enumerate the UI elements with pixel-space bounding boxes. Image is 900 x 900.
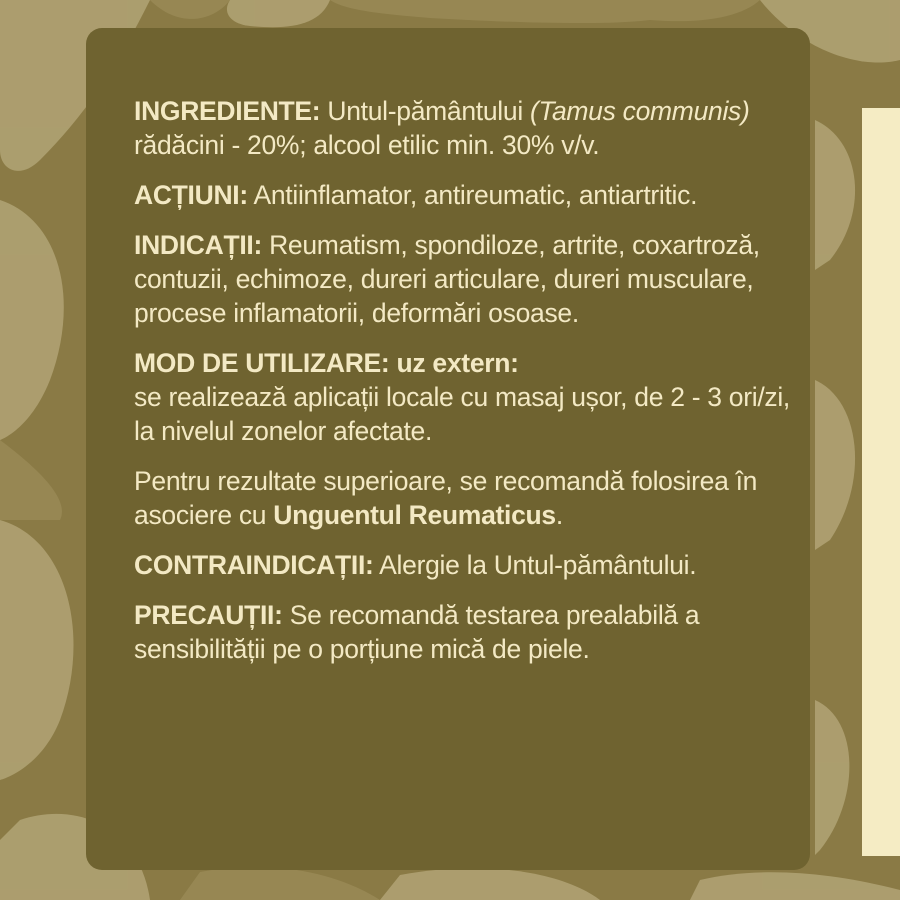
recomandare-product: Unguentul Reumaticus xyxy=(273,500,556,530)
indicatii-label: INDICAȚII: xyxy=(134,230,263,260)
mod-utilizare-section xyxy=(134,346,790,448)
ingrediente-latin-name: (Tamus communis) xyxy=(529,96,750,126)
side-label-strip xyxy=(862,108,900,856)
actiuni-text: Antiinflamator, antireumatic, antiartritic. xyxy=(247,180,698,210)
ingrediente-text-b: rădăcini - 20%; alcool etilic min. 30% v/v. xyxy=(134,130,600,160)
ingrediente-label: INGREDIENTE: xyxy=(134,96,321,126)
actiuni-section xyxy=(134,178,790,212)
contraindicatii-text: Alergie la Untul-pământului. xyxy=(373,550,697,580)
ingrediente-section xyxy=(134,94,790,162)
contraindicatii-section xyxy=(134,548,790,582)
indicatii-text: Reumatism, spondiloze, artrite, coxartroză, contuzii, echimoze, dureri articulare, dureri musculare, procese inflamatorii, deformări osoase. xyxy=(134,230,760,328)
mod-utilizare-text: se realizează aplicații locale cu masaj ușor, de 2 - 3 ori/zi, la nivelul zonelor afectate. xyxy=(134,382,790,446)
recomandare-section xyxy=(134,464,790,532)
actiuni-label: ACȚIUNI: xyxy=(134,180,248,210)
ingrediente-text-a: Untul-pământului xyxy=(320,96,530,126)
recomandare-end: . xyxy=(555,500,563,530)
mod-utilizare-label: MOD DE UTILIZARE: uz extern: xyxy=(134,348,519,378)
info-panel xyxy=(86,28,810,870)
contraindicatii-label: CONTRAINDICAȚII: xyxy=(134,550,374,580)
precautii-text: Se recomandă testarea prealabilă a sensibilității pe o porțiune mică de piele. xyxy=(134,600,700,664)
precautii-section xyxy=(134,598,790,666)
indicatii-section xyxy=(134,228,790,330)
recomandare-text: Pentru rezultate superioare, se recomandă folosirea în asociere cu xyxy=(134,466,758,530)
precautii-label: PRECAUȚII: xyxy=(134,600,283,630)
